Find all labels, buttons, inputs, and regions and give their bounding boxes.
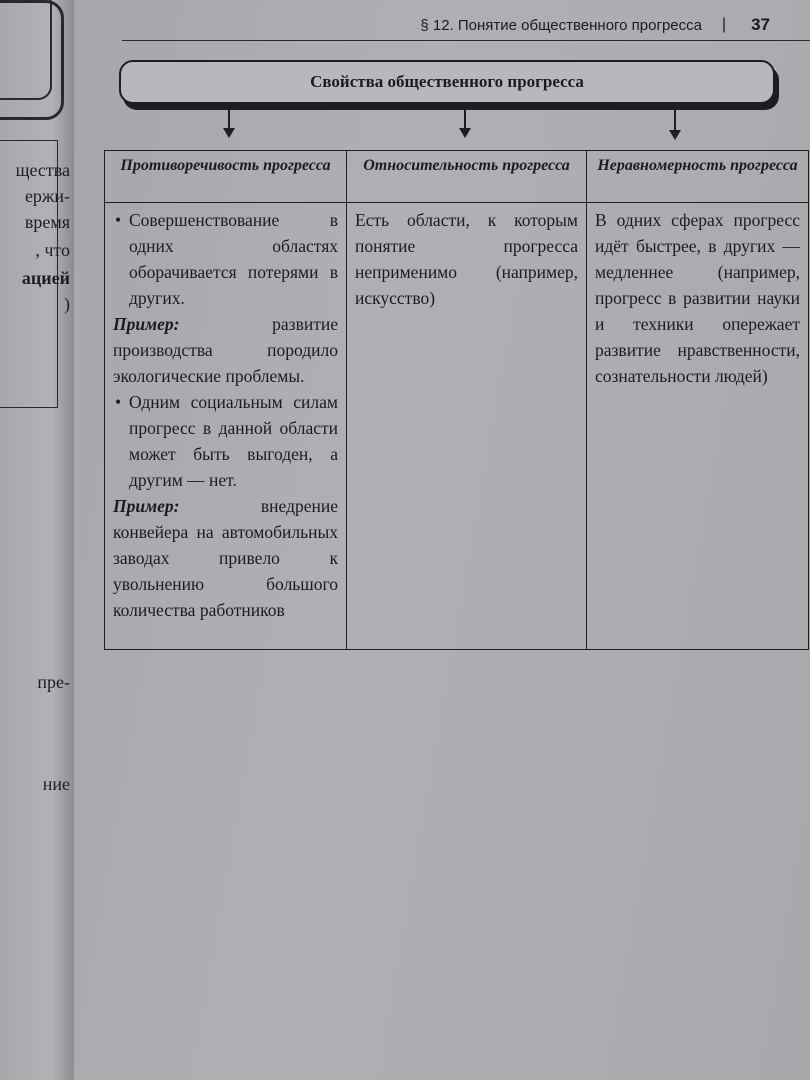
example-paragraph [113,493,338,623]
example-text: развитие производства породило экологические проблемы. [113,314,338,386]
down-arrow-icon [674,108,676,138]
page-number: 37 [751,15,770,34]
previous-page-fragment: , что [35,240,70,260]
previous-page-inner-frame [0,0,52,100]
properties-table [104,150,809,650]
previous-page-fragment: ) [64,294,70,314]
previous-page-fragment: пре- [37,672,70,692]
cell-text: Есть области, к которым понятие прогресса неприменимо (например, искусство) [355,210,578,308]
previous-page-fragment: ацией [21,268,70,288]
example-label: Пример: [113,496,180,516]
table-row [105,203,809,650]
previous-page-fragment: время [24,212,70,232]
section-title: § 12. Понятие общественного прогресса [420,17,702,34]
cell-text: В одних сферах прогресс идёт быстрее, в других — медленнее (например, прогресс в развитии науки и техники опережает развитие нравственности, сознательности людей) [595,210,800,386]
running-header [122,14,810,41]
example-paragraph [113,311,338,389]
table-header-row [105,151,809,203]
book-page [74,0,810,1080]
column-heading: Относительность прогресса [347,151,587,203]
column-heading: Противоречивость прогресса [105,151,347,203]
relativity-cell [347,203,587,650]
previous-page-fragment: ние [42,774,70,794]
diagram-title-banner: Свойства общественного прогресса [119,60,775,104]
bullet-item: • Совершенствование в одних областях оборачивается потерями в других. [113,207,338,311]
down-arrow-icon [464,108,466,136]
unevenness-cell [587,203,809,650]
contradiction-cell [105,203,347,650]
example-label: Пример: [113,314,180,334]
header-separator: | [721,16,726,33]
previous-page-fragment: щества [15,160,70,180]
previous-page-fragment: ержи- [24,186,70,206]
previous-page-edge [0,0,74,1080]
bullet-item: • Одним социальным силам прогресс в данной области может быть выгоден, а другим — нет. [113,389,338,493]
example-text: внедрение конвейера на автомобильных заводах привело к увольнению большого количества работников [113,496,338,620]
down-arrow-icon [228,108,230,136]
column-heading: Неравномерность прогресса [587,151,809,203]
